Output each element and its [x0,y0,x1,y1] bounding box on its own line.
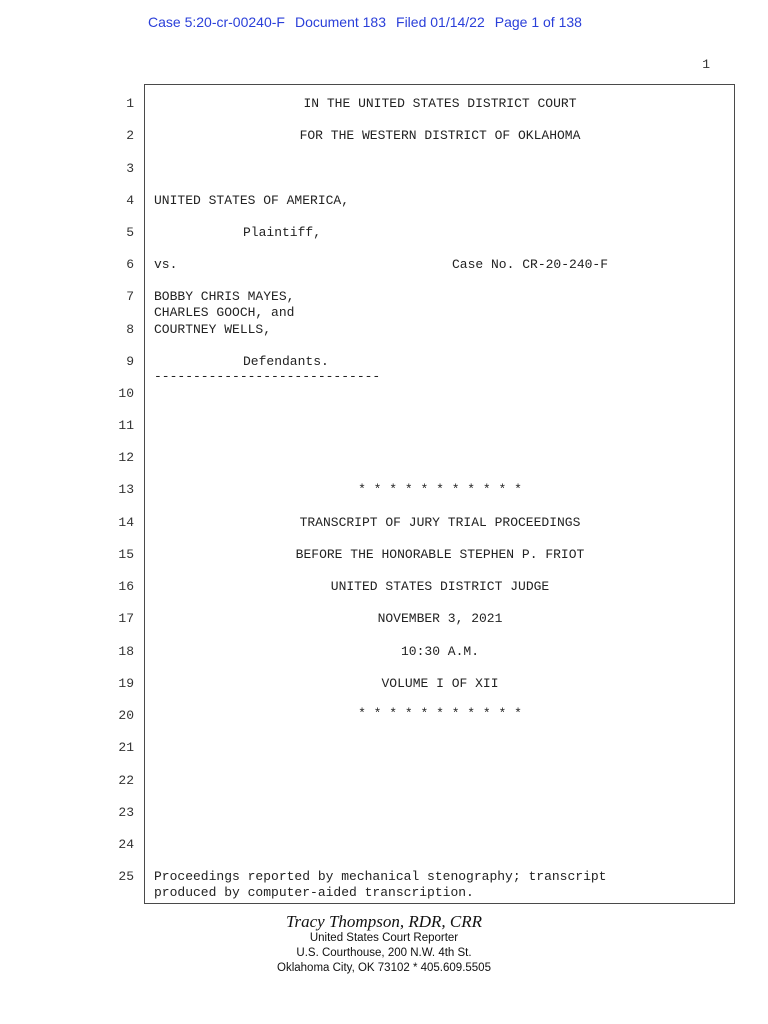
line-number: 16 [118,579,134,594]
case-number: Case No. CR-20-240-F [452,257,609,272]
court-name-line-2: FOR THE WESTERN DISTRICT OF OKLAHOMA [299,128,581,143]
line-number: 12 [118,450,134,465]
ecf-filing-header [148,14,592,30]
defendant-name: CHARLES GOOCH, and [154,305,295,320]
line-number: 6 [126,257,134,272]
page-count-header: Page 1 of 138 [494,14,582,30]
filed-date-header: Filed 01/14/22 [396,14,485,30]
caption-rule: ----------------------------- [154,369,381,384]
line-number: 15 [118,547,134,562]
volume-label: VOLUME I OF XII [381,676,499,691]
case-number-header: Case 5:20-cr-00240-F [148,14,285,30]
line-number: 18 [118,644,134,659]
line-number: 11 [118,418,134,433]
line-number: 3 [126,161,134,176]
versus-label: vs. [154,257,178,272]
court-name-line-1: IN THE UNITED STATES DISTRICT COURT [303,96,577,111]
plaintiff-name: UNITED STATES OF AMERICA, [154,193,350,208]
star-divider: * * * * * * * * * * * [358,482,522,497]
proceedings-note-line-1: Proceedings reported by mechanical stenography; transcript [154,869,607,884]
transcript-title: TRANSCRIPT OF JURY TRIAL PROCEEDINGS [299,515,581,530]
line-number: 23 [118,805,134,820]
line-number: 17 [118,611,134,626]
reporter-name: Tracy Thompson, RDR, CRR [286,912,482,931]
defendant-name: BOBBY CHRIS MAYES, [154,289,295,304]
line-number: 13 [118,482,134,497]
defendants-role: Defendants. [243,354,329,369]
star-divider: * * * * * * * * * * * [358,706,522,721]
judge-title: UNITED STATES DISTRICT JUDGE [330,579,550,594]
line-number: 9 [126,354,134,369]
line-number: 25 [118,869,134,884]
judge-line: BEFORE THE HONORABLE STEPHEN P. FRIOT [295,547,585,562]
line-number: 2 [126,128,134,143]
reporter-city-phone: Oklahoma City, OK 73102 * 405.609.5505 [277,962,491,974]
line-number: 5 [126,225,134,240]
document-number-header: Document 183 [294,14,387,30]
plaintiff-role: Plaintiff, [243,225,322,240]
line-number: 10 [118,386,134,401]
line-number: 7 [126,289,134,304]
hearing-time: 10:30 A.M. [400,644,479,659]
line-number: 24 [118,837,134,852]
defendant-name: COURTNEY WELLS, [154,322,272,337]
line-number: 19 [118,676,134,691]
line-number: 22 [118,773,134,788]
line-number: 4 [126,193,134,208]
line-number: 20 [118,708,134,723]
proceedings-note-line-2: produced by computer-aided transcription. [154,885,474,900]
line-number: 8 [126,322,134,337]
transcript-page-number: 1 [702,57,710,72]
line-number: 1 [126,96,134,111]
hearing-date: NOVEMBER 3, 2021 [377,611,503,626]
reporter-title: United States Court Reporter [309,932,459,944]
line-number: 21 [118,740,134,755]
reporter-address: U.S. Courthouse, 200 N.W. 4th St. [296,947,472,959]
line-number: 14 [118,515,134,530]
